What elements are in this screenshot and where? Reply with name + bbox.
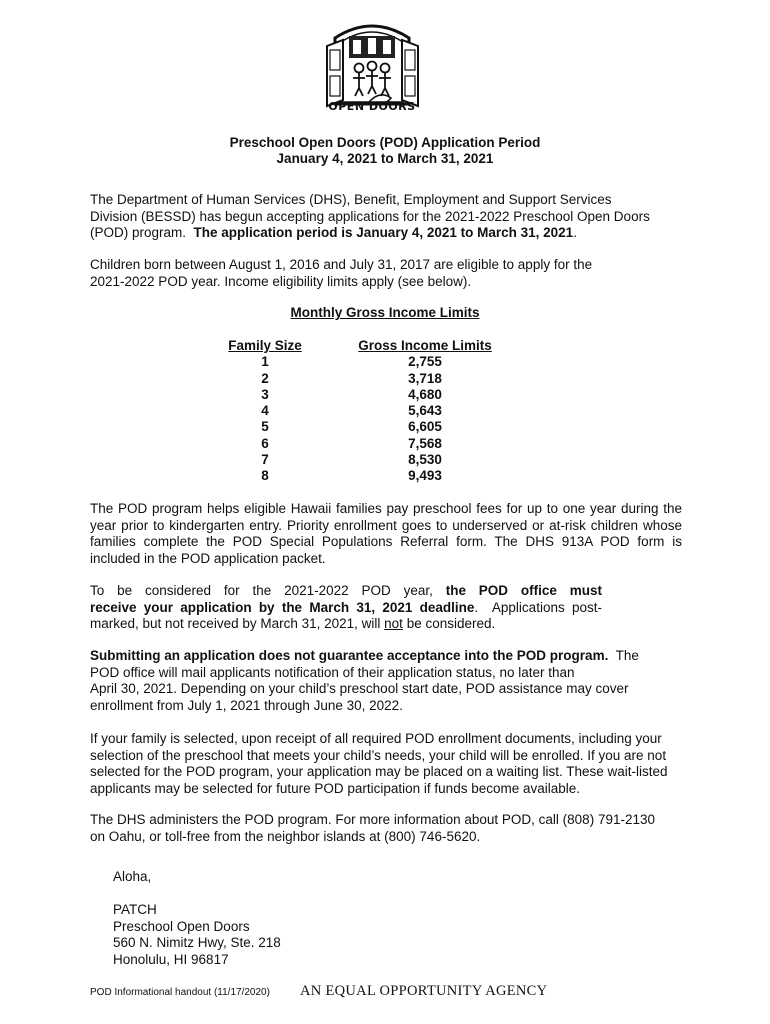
table-row: [210, 403, 530, 419]
text-line: 2021-2022 POD year. Income eligibility limits apply (see below).: [90, 273, 472, 289]
table-row: [210, 354, 530, 370]
text-line: The DHS administers the POD program. For more information about POD, call (808) 791-2130: [90, 812, 655, 827]
deadline-emphasis: receive your application by the March 31, 2021 deadline: [90, 599, 475, 615]
text-segment: The: [608, 648, 639, 663]
contact-paragraph: [90, 812, 682, 845]
family-size-cell: 1: [261, 354, 269, 370]
city-state-zip: Honolulu, HI 96817: [113, 951, 229, 967]
income-limit-cell: 4,680: [408, 386, 442, 402]
closing: Aloha,: [113, 869, 152, 884]
selection-paragraph: [90, 731, 682, 797]
program-name: Preschool Open Doors: [113, 918, 250, 934]
text-line: Children born between August 1, 2016 and July 31, 2017 are eligible to apply for the: [90, 257, 593, 272]
table-row: [210, 468, 530, 484]
eligibility-paragraph: [90, 257, 682, 290]
program-paragraph: [90, 501, 682, 567]
text-line: enrollment from July 1, 2021 through June 30, 2022.: [90, 697, 403, 713]
text-line: applicants may be selected for future POD participation if funds become available.: [90, 780, 581, 796]
text-line: [90, 583, 602, 600]
notification-paragraph: [90, 648, 682, 714]
family-size-cell: 5: [261, 419, 269, 435]
address-block: [113, 902, 281, 968]
text-segment: . Applications post-: [474, 599, 602, 615]
no-guarantee-emphasis: Submitting an application does not guarantee acceptance into the POD program.: [90, 648, 609, 663]
income-limit-cell: 9,493: [408, 468, 442, 484]
text-line: The POD program helps eligible Hawaii families pay preschool fees for up to one year during the: [90, 501, 682, 516]
deadline-paragraph: [90, 583, 602, 633]
text-line: [90, 225, 682, 242]
income-limit-cell: 8,530: [408, 452, 442, 468]
deadline-emphasis: the POD office must: [445, 583, 603, 598]
text-line: If your family is selected, upon receipt of all required POD enrollment documents, including your: [90, 731, 662, 746]
income-limit-cell: 6,605: [408, 419, 442, 435]
text-line: included in the POD application packet.: [90, 550, 326, 566]
income-limit-cell: 7,568: [408, 435, 442, 451]
text-line: April 30, 2021. Depending on your child’s preschool start date, POD assistance may cover: [90, 681, 629, 696]
table-row: [210, 452, 530, 468]
income-limit-cell: 3,718: [408, 370, 442, 386]
income-limit-header: Gross Income Limits: [358, 338, 492, 353]
application-period-emphasis: The application period is January 4, 2021 to March 31, 2021: [193, 225, 574, 240]
text-line: selection of the preschool that meets your child’s needs, your child will be enrolled. If you are not: [90, 747, 667, 763]
application-dates: January 4, 2021 to March 31, 2021: [276, 151, 494, 166]
text-segment: (POD) program.: [90, 225, 194, 240]
intro-paragraph: [90, 192, 682, 242]
text-line: [90, 616, 602, 633]
income-limits-table: [210, 338, 530, 485]
text-line: The Department of Human Services (DHS), Benefit, Employment and Support Services: [90, 192, 612, 207]
table-header-row: [210, 338, 530, 354]
text-line: [90, 600, 602, 617]
table-row: [210, 436, 530, 452]
family-size-cell: 7: [261, 452, 269, 468]
table-row: [210, 387, 530, 403]
text-line: [90, 648, 682, 665]
text-segment: marked, but not received by March 31, 2021, will: [90, 616, 385, 631]
street-address: 560 N. Nimitz Hwy, Ste. 218: [113, 935, 281, 950]
text-line: selected for the POD program, your application may be placed on a waiting list. These wait-listed: [90, 764, 668, 779]
family-size-cell: 6: [261, 435, 269, 451]
org-name: PATCH: [113, 902, 157, 917]
footer-handout-label: POD Informational handout (11/17/2020): [90, 987, 270, 998]
text-line: families complete the POD Special Populations Referral form. The DHS 913A POD form is: [90, 534, 682, 549]
family-size-cell: 8: [261, 468, 269, 484]
not-emphasis: not: [384, 616, 403, 631]
family-size-cell: 4: [261, 403, 269, 419]
income-limits-heading: Monthly Gross Income Limits: [290, 305, 480, 320]
page-title: Preschool Open Doors (POD) Application Period: [229, 135, 541, 150]
family-size-cell: 3: [261, 386, 269, 402]
family-size-header: Family Size: [228, 338, 302, 353]
text-segment: .: [573, 225, 577, 240]
family-size-cell: 2: [261, 370, 269, 386]
income-limit-cell: 2,755: [408, 354, 442, 370]
text-line: year prior to kindergarten entry. Priority enrollment goes to underserved or at-risk children whose: [90, 517, 682, 533]
text-segment: be considered.: [402, 616, 496, 631]
text-line: POD office will mail applicants notification of their application status, no later than: [90, 664, 575, 680]
text-line: on Oahu, or toll-free from the neighbor islands at (800) 746-5620.: [90, 828, 481, 844]
footer-agency-statement: AN EQUAL OPPORTUNITY AGENCY: [300, 983, 548, 999]
table-row: [210, 419, 530, 435]
table-row: [210, 371, 530, 387]
text-segment: To be considered for the 2021-2022 POD year,: [90, 583, 446, 598]
text-line: Division (BESSD) has begun accepting applications for the 2021-2022 Preschool Open Doors: [90, 208, 650, 224]
income-limit-cell: 5,643: [408, 403, 442, 419]
logo-wordmark: OPEN DOORS: [328, 100, 416, 113]
